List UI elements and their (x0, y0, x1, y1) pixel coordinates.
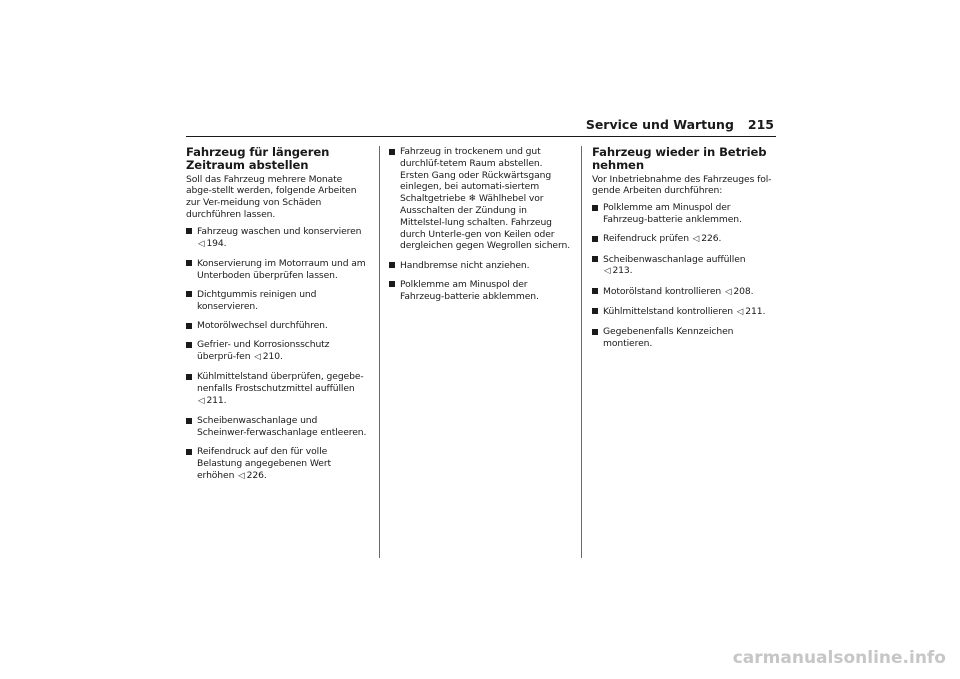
column-divider (379, 146, 380, 558)
item-text: Gegebenenfalls Kennzeichen montieren. (603, 326, 734, 350)
arrow-ref-icon: ◁ (724, 286, 732, 297)
page-reference: 226. (246, 470, 267, 482)
heading-recommission: Fahrzeug wieder in Betrieb nehmen (592, 145, 767, 172)
page-header (586, 117, 774, 132)
automated-gearbox-icon: ❄ (468, 193, 477, 205)
page-reference: 211. (745, 305, 766, 317)
bullet-square-icon (592, 329, 598, 335)
page-reference: 211. (206, 395, 227, 407)
item-text: Fahrzeug waschen und konservieren (197, 225, 362, 237)
item-text: Polklemme am Minuspol der Fahrzeug-batterie abklemmen. (400, 278, 539, 302)
arrow-ref-icon: ◁ (604, 266, 611, 277)
page-number: 215 (747, 117, 774, 132)
list-item (389, 279, 574, 303)
arrow-ref-icon: ◁ (198, 396, 205, 407)
list-item (186, 320, 368, 332)
page-reference: 210. (262, 351, 283, 363)
list-recommission (592, 202, 774, 350)
list-item (186, 226, 368, 251)
item-text: Dichtgummis reinigen und konservieren. (197, 288, 317, 312)
item-text: Wählhebel vor Ausschalten der Zündung in Mittelstel-lung schalten. Fahrzeug durch Unterle-gen von Keilen oder dergleichen gegen Wegrollen sichern. (400, 193, 571, 252)
item-text: Fahrzeug in trockenem und gut durchlüf-tetem Raum abstellen. Ersten Gang oder Rückwärtsgang einlegen, bei automati-siertem Schaltgetriebe (400, 146, 552, 205)
arrow-ref-icon: ◁ (736, 306, 744, 317)
item-text: Reifendruck prüfen (603, 233, 689, 245)
intro-recommission: Vor Inbetriebnahme des Fahrzeuges fol-gende Arbeiten durchführen: (592, 173, 772, 197)
list-item (592, 306, 774, 319)
list-item (592, 326, 774, 350)
column-storage-continued (389, 146, 574, 310)
page-reference: 213. (612, 265, 633, 277)
list-item (186, 258, 368, 282)
column-recommission (592, 146, 774, 357)
list-item (592, 233, 774, 246)
bullet-square-icon (186, 260, 192, 266)
item-text: Motorölstand kontrollieren (603, 285, 722, 297)
column-storage (186, 146, 368, 490)
arrow-ref-icon: ◁ (238, 471, 245, 482)
bullet-square-icon (186, 374, 192, 380)
list-item (389, 146, 574, 252)
page-reference: 226. (701, 233, 722, 245)
bullet-square-icon (186, 342, 192, 348)
list-item (186, 446, 368, 482)
item-text: Konservierung im Motorraum und am Unterboden überprüfen lassen. (197, 257, 366, 281)
list-item (186, 289, 368, 313)
bullet-square-icon (186, 449, 192, 455)
arrow-ref-icon: ◁ (692, 234, 700, 245)
item-text: Scheibenwaschanlage auffüllen (603, 253, 746, 265)
bullet-square-icon (389, 262, 395, 268)
bullet-square-icon (592, 308, 598, 314)
bullet-square-icon (592, 236, 598, 242)
bullet-square-icon (389, 149, 395, 155)
item-text: Scheibenwaschanlage und Scheinwer-ferwaschanlage entleeren. (197, 415, 367, 439)
bullet-square-icon (186, 291, 192, 297)
item-text: Handbremse nicht anziehen. (400, 259, 530, 271)
bullet-square-icon (186, 323, 192, 329)
bullet-square-icon (592, 288, 598, 294)
page-reference: 208. (733, 285, 754, 297)
bullet-square-icon (592, 205, 598, 211)
list-item (592, 286, 774, 299)
list-item (592, 254, 774, 279)
list-item (186, 415, 368, 439)
intro-storage: Soll das Fahrzeug mehrere Monate abge-stellt werden, folgende Arbeiten zur Ver-meidung von Schäden durchführen lassen. (186, 173, 357, 220)
bullet-square-icon (592, 256, 598, 262)
item-text: Motorölwechsel durchführen. (197, 320, 328, 332)
bullet-square-icon (186, 228, 192, 234)
item-text: Kühlmittelstand überprüfen, gegebe-nenfalls Frostschutzmittel auffüllen (197, 371, 364, 395)
bullet-square-icon (389, 281, 395, 287)
list-item (186, 339, 368, 364)
item-text: Kühlmittelstand kontrollieren (603, 305, 733, 317)
section-title: Service und Wartung (585, 117, 734, 132)
item-text: Reifendruck auf den für volle Belastung angegebenen Wert erhöhen (197, 446, 332, 482)
column-divider (581, 146, 582, 558)
item-text: Polklemme am Minuspol der Fahrzeug-batterie anklemmen. (603, 202, 742, 225)
bullet-square-icon (186, 418, 192, 424)
item-text: Gefrier- und Korrosionsschutz überprü-fen (197, 339, 330, 363)
watermark: carmanualsonline.info (732, 648, 946, 668)
list-storage (186, 226, 368, 483)
arrow-ref-icon: ◁ (198, 238, 205, 249)
header-rule (186, 136, 776, 137)
list-item (592, 202, 774, 226)
page-reference: 194. (206, 237, 227, 249)
list-item (186, 371, 368, 407)
heading-storage: Fahrzeug für längeren Zeitraum abstellen (186, 145, 330, 172)
arrow-ref-icon: ◁ (254, 352, 261, 363)
list-item (389, 260, 574, 272)
list-storage-continued (389, 146, 574, 303)
